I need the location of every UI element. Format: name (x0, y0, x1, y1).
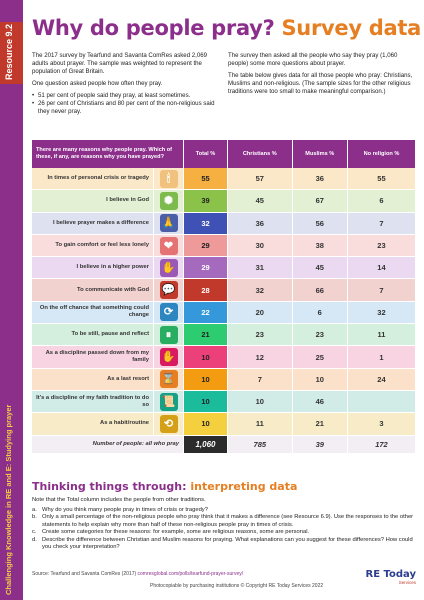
table-count-row (32, 436, 416, 454)
table-row (32, 369, 416, 391)
row-label: As a discipline passed down from my family (32, 346, 154, 368)
pause-icon: ⏸ (160, 326, 178, 344)
praying-hands-icon: 🙏 (160, 214, 178, 232)
survey-body (32, 168, 416, 454)
intro-right-p2: The table below gives data for all those people who pray: Christians, Muslims and non-religious. (The sample sizes for the other religious traditions were too small to make meaningful comparison.) (228, 72, 413, 96)
cell-christians: 23 (228, 324, 293, 346)
series-label: Challenging Knowledge in RE and E: Studying prayer (4, 404, 13, 595)
thinking-title (32, 480, 297, 493)
cell-muslims: 10 (293, 369, 348, 391)
row-icon-cell (154, 235, 184, 257)
cell-christians: 11 (228, 413, 293, 435)
header-question: There are many reasons why people pray. Which of these, if any, are reasons why you have prayed? (32, 140, 184, 168)
task-letter: d. (32, 536, 37, 543)
header-muslims: Muslims % (293, 140, 348, 168)
cell-nonreligion: 1 (348, 346, 416, 368)
cell-total: 55 (184, 168, 228, 190)
row-icon-cell (154, 369, 184, 391)
candle-icon: 🕯 (160, 170, 178, 188)
logo-line2: Services (398, 580, 416, 585)
row-label: As a habit/routine (32, 413, 154, 435)
intro-left-p2: One question asked people how often they pray. (32, 80, 163, 88)
count-muslims: 39 (293, 436, 348, 454)
cell-total: 10 (184, 413, 228, 435)
cell-total: 10 (184, 346, 228, 368)
cell-muslims: 23 (293, 324, 348, 346)
row-icon-cell (154, 413, 184, 435)
re-today-logo (358, 570, 416, 590)
cell-nonreligion: 23 (348, 235, 416, 257)
header-total: Total % (184, 140, 228, 168)
table-row (32, 413, 416, 435)
row-label: I believe in God (32, 190, 154, 212)
cell-christians: 20 (228, 302, 293, 324)
cell-nonreligion: 14 (348, 257, 416, 279)
row-icon-cell (154, 302, 184, 324)
row-icon-cell (154, 213, 184, 235)
table-row (32, 324, 416, 346)
intro-bullet: • 26 per cent of Christians and 80 per cent of the non-religious said they never pray. (32, 100, 220, 116)
intro-right-p1: The survey then asked all the people who say they pray (1,060 people) some more questions about prayer. (228, 52, 398, 68)
cell-christians: 10 (228, 391, 293, 413)
table-row (32, 391, 416, 413)
header-christians: Christians % (228, 140, 293, 168)
hourglass-icon: ⌛ (160, 370, 178, 388)
table-header-row (32, 140, 416, 168)
table-row (32, 346, 416, 368)
cell-muslims: 38 (293, 235, 348, 257)
cell-christians: 57 (228, 168, 293, 190)
task-text: Why do you think many people pray in times of crisis or tragedy? (42, 506, 208, 513)
task-text: Only a small percentage of the non-religious people who pray think that it makes a difference (see Resource 6.9). Use the responses to the other statements to help explain why more than half of these non-religious people pray in times of crisis. (42, 514, 414, 528)
cell-nonreligion: 55 (348, 168, 416, 190)
task-text: Describe the difference between Christian and Muslim reasons for praying. What explanations can you suggest for these differences? How could you check your interpretation? (42, 536, 413, 551)
row-label: To communicate with God (32, 279, 154, 301)
task-list (32, 497, 416, 552)
task-note: Note that the Total column includes the people from other traditions. (32, 497, 206, 503)
task-item (32, 514, 416, 529)
cell-nonreligion: 11 (348, 324, 416, 346)
row-icon-cell (154, 346, 184, 368)
row-label: I believe in a higher power (32, 257, 154, 279)
row-icon-cell (154, 391, 184, 413)
count-total: 1,060 (184, 436, 228, 454)
task-letter: b. (32, 514, 37, 521)
row-icon-cell (154, 279, 184, 301)
row-label: It's a discipline of my faith tradition to do so (32, 391, 154, 413)
cell-total: 28 (184, 279, 228, 301)
source-link[interactable]: comresglobal.com/polls/tearfund-prayer-survey/ (137, 571, 244, 577)
intro-left-p1: The 2017 survey by Tearfund and Savanta ComRes asked 2,069 adults about prayer. The sample was weighted to represent the population of Great Britain. (32, 52, 208, 76)
row-label: To be still, pause and reflect (32, 324, 154, 346)
row-label: On the off chance that something could change (32, 302, 154, 324)
cell-nonreligion: 24 (348, 369, 416, 391)
cell-nonreligion: 7 (348, 213, 416, 235)
table-row (32, 190, 416, 212)
cell-nonreligion: 32 (348, 302, 416, 324)
cell-total: 10 (184, 391, 228, 413)
row-label: As a last resort (32, 369, 154, 391)
cell-total: 32 (184, 213, 228, 235)
cell-nonreligion: 3 (348, 413, 416, 435)
intro-right (228, 52, 416, 100)
row-label: To gain comfort or feel less lonely (32, 235, 154, 257)
cell-total: 21 (184, 324, 228, 346)
task-letter: c. (32, 529, 37, 536)
thinking-title-sub: interpreting data (190, 480, 298, 493)
cell-christians: 30 (228, 235, 293, 257)
thinking-title-main: Thinking things through: (32, 480, 187, 493)
survey-table (32, 140, 416, 454)
count-nonreligion: 172 (348, 436, 416, 454)
row-icon-cell (154, 257, 184, 279)
resource-label: Resource 9.2 (4, 23, 14, 80)
cell-muslims: 46 (293, 391, 348, 413)
cell-muslims: 21 (293, 413, 348, 435)
row-icon-cell (154, 168, 184, 190)
scroll-icon: 📜 (160, 393, 178, 411)
count-christians: 785 (228, 436, 293, 454)
task-letter: a. (32, 506, 37, 513)
task-text: Create some categories for these reasons: for example, some are religious reasons, some are personal. (42, 529, 310, 536)
cell-nonreligion: 7 (348, 279, 416, 301)
cell-muslims: 25 (293, 346, 348, 368)
footer-copyright: Photocopiable by purchasing institutions © Copyright RE Today Services 2022 (150, 583, 324, 589)
table-row (32, 302, 416, 324)
row-label: I believe prayer makes a difference (32, 213, 154, 235)
task-item (32, 507, 416, 515)
cell-total: 22 (184, 302, 228, 324)
task-item (32, 529, 416, 537)
cell-total: 10 (184, 369, 228, 391)
routine-clock-icon: ⟲ (160, 415, 178, 433)
cell-christians: 36 (228, 213, 293, 235)
table-row (32, 279, 416, 301)
task-items (32, 507, 416, 552)
cell-christians: 7 (228, 369, 293, 391)
cell-nonreligion (348, 391, 416, 413)
raised-arms-icon: ✋ (160, 259, 178, 277)
cell-christians: 45 (228, 190, 293, 212)
intro-bullets (32, 92, 220, 116)
table-row (32, 257, 416, 279)
sidebar (0, 0, 23, 600)
header-nonreligion: No religion % (348, 140, 416, 168)
task-item (32, 537, 416, 552)
cell-total: 29 (184, 235, 228, 257)
intro-left (32, 52, 220, 116)
cell-total: 39 (184, 190, 228, 212)
page-title-main: Why do people pray? (32, 16, 275, 40)
cell-christians: 32 (228, 279, 293, 301)
cell-muslims: 66 (293, 279, 348, 301)
row-label: In times of personal crisis or tragedy (32, 168, 154, 190)
cell-muslims: 67 (293, 190, 348, 212)
cell-christians: 31 (228, 257, 293, 279)
source-line (32, 571, 243, 577)
count-label: Number of people: all who pray (32, 436, 184, 454)
source-prefix: Source: Tearfund and Savanta ComRes (2017) (32, 571, 137, 577)
page-title (32, 16, 421, 40)
cell-nonreligion: 6 (348, 190, 416, 212)
cell-muslims: 45 (293, 257, 348, 279)
hug-icon: ❤ (160, 237, 178, 255)
hand-icon: ✋ (160, 348, 178, 366)
conversation-icon: 💬 (160, 281, 178, 299)
table-row (32, 168, 416, 190)
cell-muslims: 6 (293, 302, 348, 324)
page-title-sub: Survey data (281, 16, 421, 40)
row-icon-cell (154, 324, 184, 346)
radiant-light-icon: ✺ (160, 192, 178, 210)
table-row (32, 235, 416, 257)
cell-muslims: 36 (293, 168, 348, 190)
intro-bullet: • 51 per cent of people said they pray, at least sometimes. (32, 92, 220, 100)
cell-total: 29 (184, 257, 228, 279)
row-icon-cell (154, 190, 184, 212)
cell-muslims: 56 (293, 213, 348, 235)
refresh-icon: ⟳ (160, 303, 178, 321)
logo-line1: RE Today (365, 569, 416, 580)
cell-christians: 12 (228, 346, 293, 368)
table-row (32, 213, 416, 235)
